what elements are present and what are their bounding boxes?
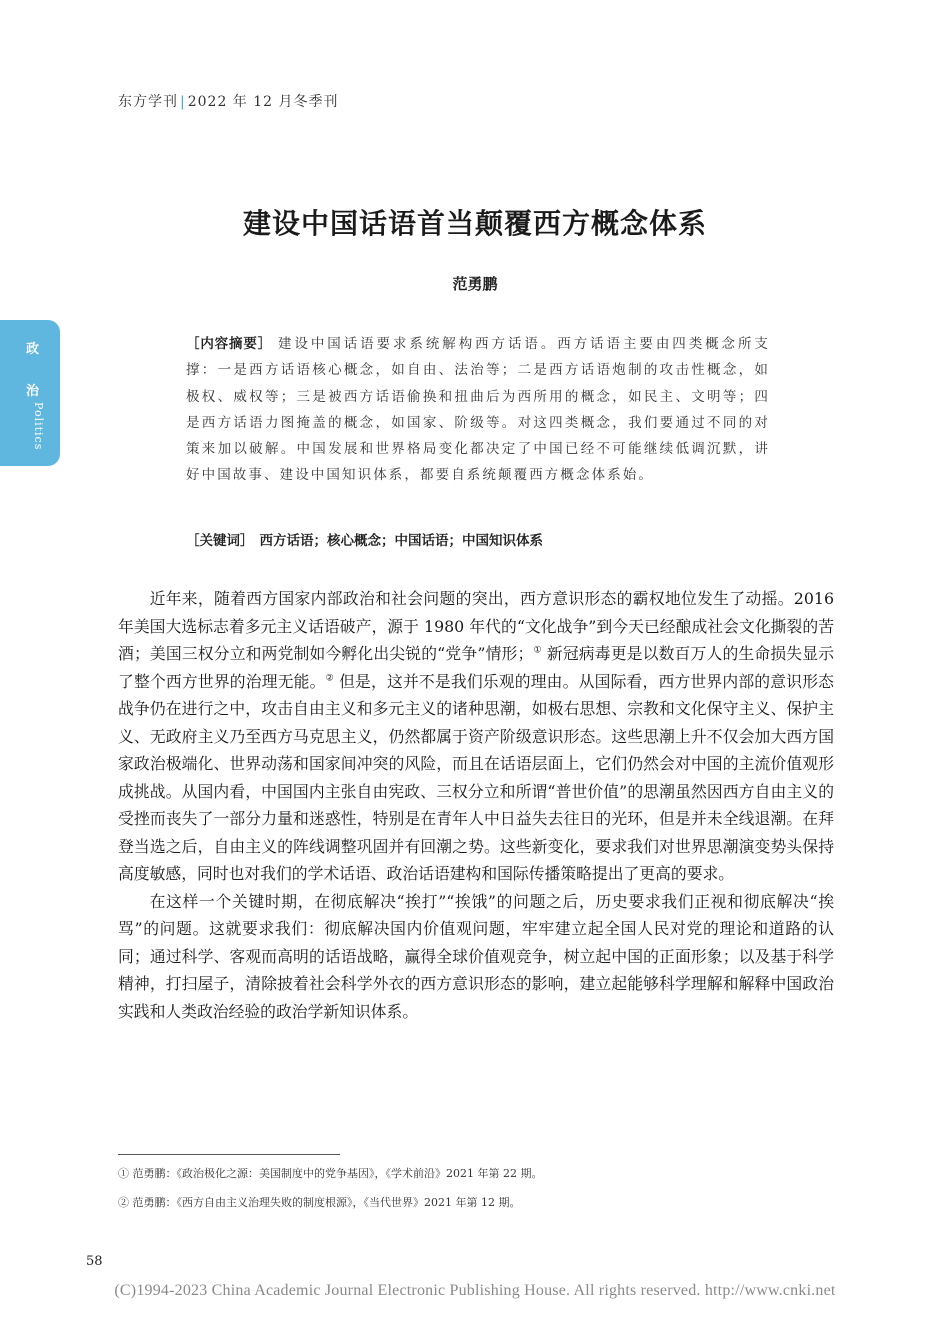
section-tab-english: Politics (32, 402, 45, 451)
article-author: 范勇鹏 (452, 275, 498, 293)
footnote-1: ① 范勇鹏：《政治极化之源：美国制度中的党争基因》，《学术前沿》2021 年第 22 期。 (118, 1167, 543, 1180)
header-separator: | (180, 94, 186, 110)
body-paragraph-2: 在这样一个关键时期，在彻底解决“挨打”“挨饿”的问题之后，历史要求我们正视和彻底解决“挨骂”的问题。这就要求我们：彻底解决国内价值观问题，牢牢建立起全国人民对党的理论和道路的认同；通过科学、客观而高明的话语战略，赢得全球价值观竞争，树立起中国的正面形象；以及基于科学精神，打扫屋子，清除披着社会科学外衣的西方意识形态的影响，建立起能够科学理解和解释中国政治实践和人类政治经验的政治学新知识体系。 (118, 891, 834, 1021)
issue-info: 2022 年 12 月冬季刊 (187, 94, 339, 110)
body-paragraph-1 (118, 585, 834, 888)
abstract-text: 建设中国话语要求系统解构西方话语。西方话语主要由四类概念所支撑：一是西方话语核心概念，如自由、法治等；二是西方话语炮制的攻击性概念，如极权、威权等；三是被西方话语偷换和扭曲后为西所用的概念，如民主、文明等；四是西方话语力图掩盖的概念，如国家、阶级等。对这四类概念，我们要通过不同的对策来加以破解。中国发展和世界格局变化都决定了中国已经不可能继续低调沉默，讲好中国故事、建设中国知识体系，都要自系统颠覆西方概念体系始。 (186, 336, 771, 484)
section-tab (0, 320, 60, 466)
body-paragraph-1-part-a: 近年来，随着西方国家内部政治和社会问题的突出，西方意识形态的霸权地位发生了动摇。2016 年美国大选标志着多元主义话语破产，源于 1980 年代的“文化战争”到今天已经酿成社会文化撕裂的苦酒；美国三权分立和两党制如今孵化出尖锐的“党争”情形； (118, 589, 834, 663)
running-header (118, 91, 339, 111)
keywords (186, 529, 543, 549)
body-paragraph-1-part-b: 新冠病毒更是以数百万人的生命损失显示了整个西方世界的治理无能。 (118, 644, 834, 691)
footnote-ref-1[interactable]: ① (533, 645, 542, 656)
section-tab-char-2: 治 (26, 384, 40, 399)
article-title: 建设中国话语首当颠覆西方概念体系 (242, 207, 707, 240)
footnote-2: ② 范勇鹏：《西方自由主义治理失败的制度根源》，《当代世界》2021 年第 12 期。 (118, 1196, 521, 1209)
copyright-notice: (C)1994-2023 China Academic Journal Electronic Publishing House. All rights reserved. http://www.cnki.net (114, 1282, 836, 1299)
journal-name: 东方学刊 (118, 94, 178, 110)
article-body (118, 585, 834, 1025)
page-number: 58 (86, 1254, 103, 1269)
abstract (186, 331, 770, 489)
body-paragraph-1-part-c: 但是，这并不是我们乐观的理由。从国际看，西方世界内部的意识形态战争仍在进行之中，攻击自由主义和多元主义的诸种思潮，如极右思想、宗教和文化保守主义、保护主义、无政府主义乃至西方马克思主义，仍然都属于资产阶级意识形态。这些思潮上升不仅会加大西方国家政治极端化、世界动荡和国家间冲突的风险，而且在话语层面上，它们仍然会对中国的主流价值观形成挑战。从国内看，中国国内主张自由宪政、三权分立和所谓“普世价值”的思潮虽然因西方自由主义的受挫而丧失了一部分力量和迷惑性，特别是在青年人中日益失去往日的光环，但是并未全线退潮。在拜登当选之后，自由主义的阵线调整巩固并有回潮之势。这些新变化，要求我们对世界思潮演变势头保持高度敏感，同时也对我们的学术话语、政治话语建构和国际传播策略提出了更高的要求。 (118, 671, 834, 883)
footnote-ref-2[interactable]: ② (325, 673, 334, 684)
abstract-label: ［内容摘要］ (186, 336, 272, 352)
keywords-text: 西方话语；核心概念；中国话语；中国知识体系 (259, 533, 543, 549)
section-tab-char-1: 政 (26, 342, 40, 357)
footnote-divider (118, 1154, 340, 1155)
keywords-label: ［关键词］ (186, 533, 254, 549)
